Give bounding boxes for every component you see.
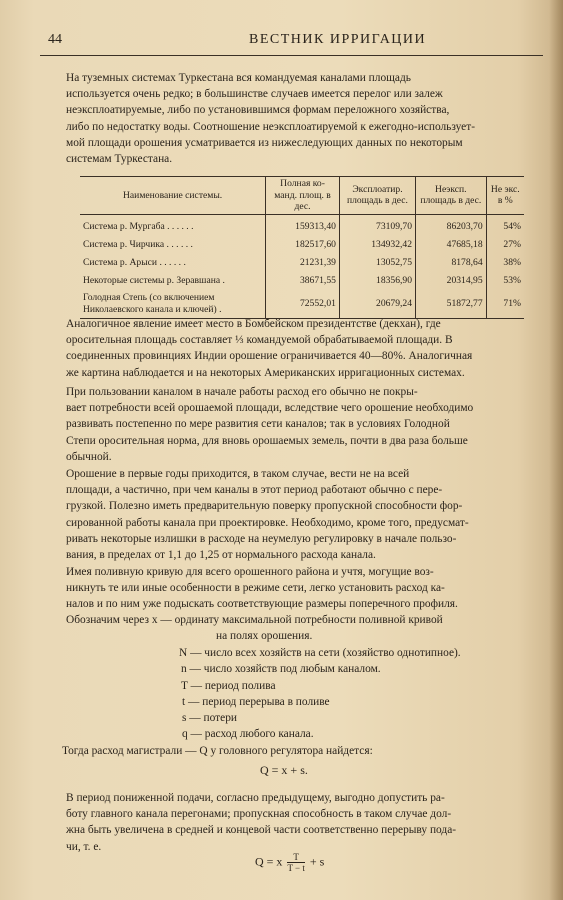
running-title: ВЕСТНИК ИРРИГАЦИИ <box>249 32 427 47</box>
notation-item: N — число всех хозяйств на сети (хозяйство однотипное). <box>179 647 461 659</box>
table-cell: 18356,90 <box>339 272 415 290</box>
formula-reduced-discharge <box>255 852 324 873</box>
formula-left: Q = x <box>255 854 283 869</box>
notation-conclusion: Тогда расход магистрали — Q у головного регулятора найдется: <box>62 745 373 757</box>
text-line: Степи оросительная норма, для вновь орошаемых земель, почти в два раза больше <box>66 434 468 447</box>
irrigation-systems-table <box>80 176 524 319</box>
text-line: используется очень редко; в большинстве случаев имеется перелог или залеж <box>66 88 443 101</box>
text-line: либо по недостатку воды. Соотношение неэксплоатируемой к ежегодно-использует- <box>66 120 475 133</box>
table-cell: 21231,39 <box>266 254 340 272</box>
col-header-percent: Не экс. в % <box>486 177 524 215</box>
table-cell: Некоторые системы р. Зеравшана . <box>83 274 225 286</box>
paragraph-reduced-supply <box>34 790 555 855</box>
text-line: чи, т. е. <box>66 840 102 853</box>
notation-item: s — потери <box>182 712 237 724</box>
text-line: оросительная площадь составляет ⅓ командуемой обрабатываемой площади. В <box>66 334 453 347</box>
header-rule <box>40 55 543 56</box>
table-cell: 72552,01 <box>266 290 340 319</box>
text-line: Имея поливную кривую для всего орошенного района и учтя, могущие воз- <box>66 566 434 578</box>
text-line: соединенных провинциях Индии орошение ограничивается 40—80%. Аналогичная <box>66 350 473 363</box>
text-line: грузкой. Полезно иметь предварительную поверку пропускной способности фор- <box>66 500 463 513</box>
table-cell: 13052,75 <box>339 254 415 272</box>
page-header <box>40 30 543 54</box>
formula-right: + s <box>309 854 325 869</box>
table-cell: 182517,60 <box>266 236 340 254</box>
text-line: жна быть увеличена в средней и концевой части соответственно перерыву пода- <box>66 824 457 837</box>
formula-main-discharge: Q = x + s. <box>260 763 308 777</box>
text-line: На туземных системах Туркестана вся командуемая каналами площадь <box>66 72 411 84</box>
text-line: В период пониженной подачи, согласно предыдущему, выгодно допустить ра- <box>66 792 445 804</box>
table-cell: 71% <box>486 290 524 319</box>
table-row <box>80 290 524 319</box>
notation-intro: Обозначим через x — ординату максимальной потребности поливной кривой <box>66 614 443 626</box>
notation-intro-cont: на полях орошения. <box>216 630 313 642</box>
text-line: обычной. <box>66 450 112 463</box>
table-cell: Голодная Степь (со включением Николаевского канала и ключей) . <box>80 290 266 319</box>
table-header-row <box>80 177 524 215</box>
text-line: вает потребности всей орошаемой площади, вследствие чего орошение необходимо <box>66 402 474 415</box>
text-line: неэксплоатируемые, либо по установившимся формам переложного хозяйства, <box>66 104 450 117</box>
paragraph-bombay <box>34 316 555 381</box>
notation-item: t — период перерыва в поливе <box>182 696 330 708</box>
table-cell: Система р. Арыси . . . . . . <box>83 256 186 268</box>
paragraph-canal-usage <box>34 384 555 465</box>
table-row <box>80 214 524 236</box>
table-cell: 20314,95 <box>416 272 487 290</box>
paragraph-first-years <box>34 466 555 563</box>
table-cell: Система р. Мургаба . . . . . . <box>83 220 194 232</box>
text-line: Орошение в первые годы приходится, в таком случае, вести не на всей <box>66 468 410 480</box>
notation-item: q — расход любого канала. <box>182 728 314 740</box>
text-line: же картина наблюдается и на некоторых Американских ирригационных системах. <box>66 366 465 379</box>
page-number: 44 <box>48 32 62 47</box>
text-line: развивать постепенно по мере развития сети каналов; так в условиях Голодной <box>66 418 450 431</box>
table-cell: 73109,70 <box>339 214 415 236</box>
text-line: мой площади орошения усматривается из нижеследующих данных по некоторым <box>66 136 463 149</box>
paragraph-intro <box>34 70 555 167</box>
table-cell: Система р. Чирчика . . . . . . <box>83 238 193 250</box>
text-line: Аналогичное явление имеет место в Бомбейском президентстве (декхан), где <box>66 318 441 330</box>
text-line: вания, в пределах от 1,1 до 1,25 от нормального расхода канала. <box>66 549 376 562</box>
formula-fraction <box>287 852 304 873</box>
col-header-system: Наименование системы. <box>80 177 266 215</box>
text-line: системам Туркестана. <box>66 153 173 166</box>
table-row <box>80 254 524 272</box>
table-cell: 54% <box>486 214 524 236</box>
text-line: площади, а частично, при чем каналы в этот период работают обычно с пере- <box>66 484 443 497</box>
table-cell: 47685,18 <box>416 236 487 254</box>
table-cell: 27% <box>486 236 524 254</box>
text-line: налов и по ним уже подыскать соответствующие размеры поперечного профиля. <box>66 598 458 611</box>
text-line: При пользовании каналом в начале работы расход его обычно не покры- <box>66 386 418 398</box>
col-header-total: Полная ко-манд. площ. в дес. <box>266 177 340 215</box>
text-line: ривать некоторые излишки в расходе на неумелую регулировку в начале пользо- <box>66 532 457 545</box>
table-cell: 86203,70 <box>416 214 487 236</box>
fraction-denominator: T − t <box>287 863 305 873</box>
table-row <box>80 236 524 254</box>
fraction-numerator: T <box>287 852 304 863</box>
table-cell: 159313,40 <box>266 214 340 236</box>
text-line: никнуть те или иные особенности в режиме сети, легко установить расход ка- <box>66 582 445 595</box>
text-line: боту главного канала перегонами; пропускная способность в таком случае дол- <box>66 808 452 821</box>
table-cell: 53% <box>486 272 524 290</box>
text-line: сированной работы канала при проектировке. Необходимо, кроме того, предусмат- <box>66 516 469 529</box>
table-cell: 51872,77 <box>416 290 487 319</box>
table-row <box>80 272 524 290</box>
paragraph-irrigation-curve <box>34 564 555 613</box>
notation-item: n — число хозяйств под любым каналом. <box>181 663 381 675</box>
table-cell: 38671,55 <box>266 272 340 290</box>
col-header-unexploited: Неэксп. площадь в дес. <box>416 177 487 215</box>
table-cell: 134932,42 <box>339 236 415 254</box>
notation-item: T — период полива <box>181 680 276 692</box>
col-header-exploited: Эксплоатир. площадь в дес. <box>339 177 415 215</box>
table-cell: 38% <box>486 254 524 272</box>
page-edge-shadow <box>549 0 563 900</box>
table-cell: 20679,24 <box>339 290 415 319</box>
table-cell: 8178,64 <box>416 254 487 272</box>
